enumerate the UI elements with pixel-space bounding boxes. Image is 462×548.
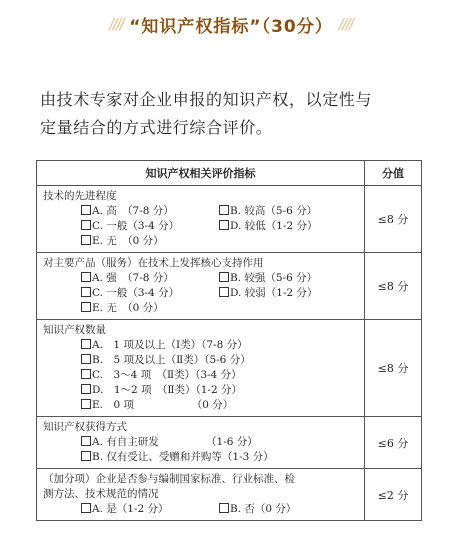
option-line (81, 271, 358, 286)
option-item (219, 219, 317, 234)
score-cell: ≤8 分 (365, 320, 422, 417)
option-item (81, 302, 164, 314)
option-item (81, 384, 242, 396)
option-line (81, 338, 358, 353)
option-item (81, 354, 251, 366)
checkbox-square-icon (81, 436, 91, 446)
option-label: C. 一般（3-4 分） (92, 287, 180, 299)
criteria-cell (37, 253, 365, 320)
criteria-cell (37, 186, 365, 253)
option-item (219, 286, 317, 301)
option-label: D. 1～2 项 （Ⅱ类）（1-2 分） (92, 384, 242, 396)
criteria-heading: （加分项）企业是否参与编制国家标准、行业标准、检 (43, 473, 295, 485)
intro-line: 由技术专家对企业申报的知识产权，以定性与 (40, 90, 373, 109)
decorative-slashes-right: //// (338, 15, 353, 33)
criteria-cell (37, 320, 365, 417)
option-label: A. 是（1-2 分） (92, 503, 169, 515)
checkbox-square-icon (81, 339, 91, 349)
score-cell: ≤8 分 (365, 253, 422, 320)
checkbox-square-icon (219, 287, 229, 297)
criteria-heading: 测方法、技术规范的情况 (43, 488, 159, 500)
checkbox-square-icon (81, 235, 91, 245)
criteria-heading: 技术的先进程度 (43, 190, 117, 202)
option-label: A. 强 （7-8 分） (92, 272, 174, 284)
option-line (81, 204, 358, 219)
criteria-heading: 知识产权数量 (43, 324, 106, 336)
option-label: D. 较弱（1-2 分） (230, 287, 318, 299)
criteria-heading: 对主要产品（服务）在技术上发挥核心支持作用 (43, 257, 264, 269)
option-label: B. 较强（5-6 分） (230, 272, 318, 284)
option-item (219, 502, 296, 517)
table-row (37, 320, 422, 417)
option-line (81, 435, 358, 450)
option-item (219, 204, 317, 219)
checkbox-square-icon (219, 272, 229, 282)
checkbox-square-icon (81, 287, 91, 297)
checkbox-square-icon (81, 384, 91, 394)
checkbox-square-icon (81, 399, 91, 409)
table-row (37, 186, 422, 253)
table-header-row (37, 161, 422, 186)
checkbox-square-icon (81, 205, 91, 215)
option-label: E. 无 （0 分） (92, 302, 164, 314)
option-item (81, 369, 242, 381)
option-label: C. 3～4 项 （Ⅱ类）（3-4 分） (92, 369, 242, 381)
checkbox-square-icon (81, 220, 91, 230)
option-label: A. 有自主研发 （1-6 分） (92, 436, 258, 448)
option-item (81, 219, 219, 234)
checkbox-square-icon (219, 205, 229, 215)
option-label: E. 0 项 （0 分） (92, 399, 234, 411)
option-item (81, 451, 274, 463)
criteria-cell (37, 417, 365, 469)
option-line (81, 286, 358, 301)
checkbox-square-icon (81, 354, 91, 364)
option-line (81, 353, 358, 368)
intro-text (40, 86, 440, 142)
checkbox-square-icon (81, 451, 91, 461)
checkbox-square-icon (81, 369, 91, 379)
option-label: B. 较高（5-6 分） (230, 205, 318, 217)
option-line (81, 502, 358, 517)
page-title: “知识产权指标”（30分） (129, 16, 333, 37)
option-label: B. 仅有受让、受赠和并购等（1-3 分） (92, 451, 274, 463)
option-line (81, 450, 358, 465)
option-list (43, 204, 358, 249)
option-list (43, 271, 358, 316)
option-label: E. 无 （0 分） (92, 235, 164, 247)
ip-evaluation-table (36, 160, 422, 521)
score-column-header: 分值 (365, 161, 422, 186)
checkbox-square-icon (81, 302, 91, 312)
option-label: A. 1 项及以上（Ⅰ类）（7-8 分） (92, 339, 248, 351)
checkbox-square-icon (219, 220, 229, 230)
checkbox-square-icon (219, 503, 229, 513)
option-line (81, 398, 358, 413)
option-item (81, 436, 258, 448)
title-row (0, 0, 462, 48)
option-label: A. 高 （7-8 分） (92, 205, 174, 217)
score-cell: ≤2 分 (365, 469, 422, 521)
option-item (81, 271, 219, 286)
checkbox-square-icon (81, 272, 91, 282)
table-row (37, 469, 422, 521)
option-line (81, 301, 358, 316)
option-list (43, 502, 358, 517)
option-label: C. 一般（3-4 分） (92, 220, 180, 232)
option-item (219, 271, 317, 286)
option-item (81, 235, 164, 247)
option-list (43, 435, 358, 465)
option-item (81, 339, 248, 351)
option-line (81, 383, 358, 398)
intro-line: 定量结合的方式进行综合评价。 (40, 118, 273, 137)
option-line (81, 234, 358, 249)
table-row (37, 417, 422, 469)
decorative-slashes-left: //// (109, 15, 124, 33)
criteria-column-header: 知识产权相关评价指标 (37, 161, 365, 186)
checkbox-square-icon (81, 503, 91, 513)
option-item (81, 204, 219, 219)
option-line (81, 368, 358, 383)
table-body (37, 186, 422, 521)
criteria-heading: 知识产权获得方式 (43, 421, 127, 433)
option-label: B. 否（0 分） (230, 503, 297, 515)
criteria-cell (37, 469, 365, 521)
option-label: D. 较低（1-2 分） (230, 220, 318, 232)
option-item (81, 502, 219, 517)
score-cell: ≤6 分 (365, 417, 422, 469)
option-item (81, 286, 219, 301)
option-line (81, 219, 358, 234)
table-row (37, 253, 422, 320)
score-cell: ≤8 分 (365, 186, 422, 253)
option-item (81, 399, 233, 411)
option-list (43, 338, 358, 413)
option-label: B. 5 项及以上（Ⅱ类）（5-6 分） (92, 354, 251, 366)
